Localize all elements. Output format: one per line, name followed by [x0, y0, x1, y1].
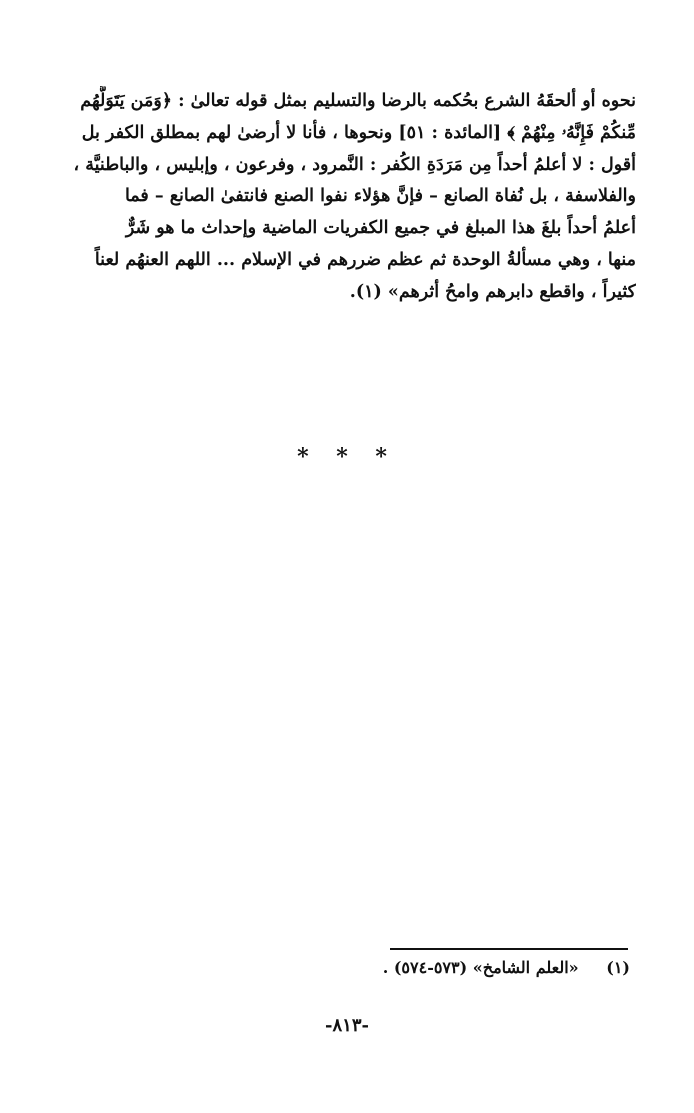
paragraph-line: أعلمُ أحداً بلغَ هذا المبلغ في جميع الكفريات الماضية وإحداث ما هو شَرٌّ: [125, 218, 636, 239]
section-separator: * * *: [297, 444, 397, 470]
page-number: -٨١٣-: [325, 1015, 369, 1036]
paragraph-line: مِّنكُمْ فَإِنَّهُۥ مِنْهُمْ ﴾ [المائدة : ٥١] ونحوها ، فأنا لا أرضىٰ لهم بمطلق الكفر بل: [81, 122, 636, 143]
footnote-divider: [390, 948, 628, 950]
paragraph-line: أقول : لا أعلمُ أحداً مِن مَرَدَةِ الكُفر : النَّمرود ، وفرعون ، وإبليس ، والباطنيَّة ،: [73, 154, 636, 175]
paragraph-line: والفلاسفة ، بل نُفاة الصانع – فإنَّ هؤلاء نفوا الصنع فانتفىٰ الصانع – فما: [124, 186, 636, 207]
footnote: [260, 958, 630, 977]
paragraph-line: نحوه أو ألحقَهُ الشرع بحُكمه بالرضا والتسليم بمثل قوله تعالىٰ : ﴿وَمَن يَتَوَلَّهُم: [80, 91, 636, 111]
paragraph-line: منها ، وهي مسألةُ الوحدة ثم عظم ضررهم في الإسلام ... اللهم العنهُم لعناً: [94, 249, 636, 270]
paragraph-line: كثيراً ، واقطع دابرهم وامحُ أثرهم» (١).: [349, 281, 636, 302]
footnote-text: «العلم الشامخ» (٥٧٣-٥٧٤) .: [382, 958, 579, 977]
main-paragraph: [40, 86, 636, 309]
footnote-number: (١): [606, 958, 630, 977]
